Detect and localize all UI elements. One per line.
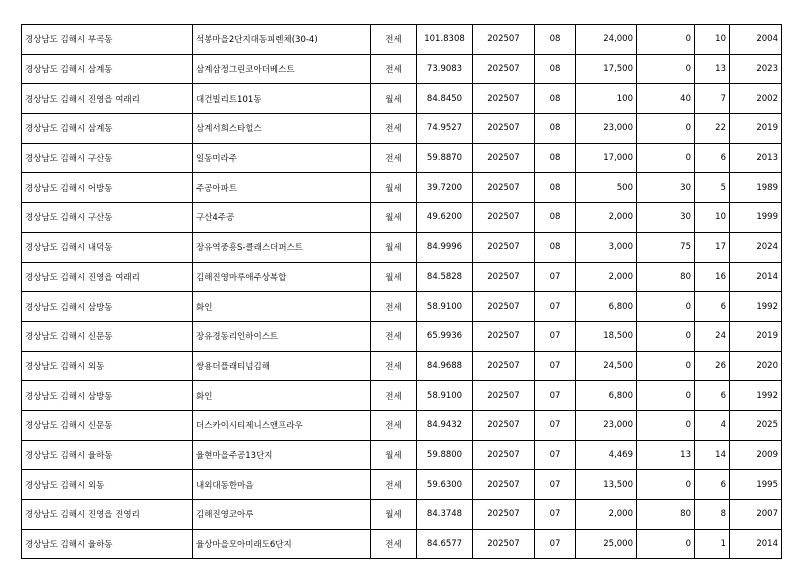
table-row xyxy=(22,203,782,233)
region-cell: 경상남도 김해시 신문동 xyxy=(22,410,193,440)
table-row xyxy=(22,232,782,262)
table-row xyxy=(22,321,782,351)
deposit-cell: 18,500 xyxy=(576,321,637,351)
table-row xyxy=(22,84,782,114)
contract-day-cell: 07 xyxy=(535,470,576,500)
complex-name-cell: 장유경동리인하이스트 xyxy=(193,321,371,351)
build-year-cell: 1989 xyxy=(730,173,782,203)
complex-name-cell: 삼계삼정그린코아더베스트 xyxy=(193,54,371,84)
region-cell: 경상남도 김해시 외동 xyxy=(22,351,193,381)
area-cell: 84.8450 xyxy=(417,84,473,114)
build-year-cell: 2013 xyxy=(730,143,782,173)
contract-month-cell: 202507 xyxy=(473,500,535,530)
monthly-rent-cell: 0 xyxy=(637,292,695,322)
contract-day-cell: 08 xyxy=(535,203,576,233)
deposit-cell: 17,000 xyxy=(576,143,637,173)
region-cell: 경상남도 김해시 율하동 xyxy=(22,529,193,559)
table-row xyxy=(22,114,782,144)
table-row xyxy=(22,173,782,203)
complex-name-cell: 대건빌리트101동 xyxy=(193,84,371,114)
deposit-cell: 2,000 xyxy=(576,500,637,530)
contract-day-cell: 07 xyxy=(535,351,576,381)
build-year-cell: 2024 xyxy=(730,232,782,262)
deposit-cell: 6,800 xyxy=(576,292,637,322)
complex-name-cell: 더스카이시티제니스앤프라우 xyxy=(193,410,371,440)
deposit-cell: 3,000 xyxy=(576,232,637,262)
floor-cell: 17 xyxy=(695,232,730,262)
table-row xyxy=(22,143,782,173)
complex-name-cell: 주공아파트 xyxy=(193,173,371,203)
deal-type-cell: 월세 xyxy=(371,262,417,292)
monthly-rent-cell: 0 xyxy=(637,114,695,144)
contract-month-cell: 202507 xyxy=(473,470,535,500)
floor-cell: 6 xyxy=(695,381,730,411)
build-year-cell: 2002 xyxy=(730,84,782,114)
complex-name-cell: 석봉마을2단지대동피렌체(30-4) xyxy=(193,25,371,55)
floor-cell: 4 xyxy=(695,410,730,440)
deal-type-cell: 전세 xyxy=(371,321,417,351)
deal-type-cell: 월세 xyxy=(371,203,417,233)
floor-cell: 14 xyxy=(695,440,730,470)
table-row xyxy=(22,529,782,559)
deposit-cell: 13,500 xyxy=(576,470,637,500)
contract-month-cell: 202507 xyxy=(473,25,535,55)
deal-type-cell: 전세 xyxy=(371,351,417,381)
region-cell: 경상남도 김해시 부곡동 xyxy=(22,25,193,55)
monthly-rent-cell: 0 xyxy=(637,381,695,411)
deal-type-cell: 전세 xyxy=(371,25,417,55)
region-cell: 경상남도 김해시 삼계동 xyxy=(22,114,193,144)
build-year-cell: 2019 xyxy=(730,321,782,351)
floor-cell: 8 xyxy=(695,500,730,530)
region-cell: 경상남도 김해시 구산동 xyxy=(22,203,193,233)
deposit-cell: 24,500 xyxy=(576,351,637,381)
table-row xyxy=(22,410,782,440)
contract-month-cell: 202507 xyxy=(473,529,535,559)
table-row xyxy=(22,381,782,411)
contract-day-cell: 07 xyxy=(535,321,576,351)
region-cell: 경상남도 김해시 구산동 xyxy=(22,143,193,173)
monthly-rent-cell: 40 xyxy=(637,84,695,114)
area-cell: 39.7200 xyxy=(417,173,473,203)
contract-day-cell: 07 xyxy=(535,381,576,411)
contract-month-cell: 202507 xyxy=(473,203,535,233)
deposit-cell: 2,000 xyxy=(576,262,637,292)
region-cell: 경상남도 김해시 진영읍 여래리 xyxy=(22,262,193,292)
area-cell: 84.9432 xyxy=(417,410,473,440)
build-year-cell: 2023 xyxy=(730,54,782,84)
area-cell: 84.6577 xyxy=(417,529,473,559)
deal-type-cell: 전세 xyxy=(371,410,417,440)
table-row xyxy=(22,262,782,292)
floor-cell: 7 xyxy=(695,84,730,114)
floor-cell: 1 xyxy=(695,529,730,559)
contract-day-cell: 08 xyxy=(535,84,576,114)
contract-month-cell: 202507 xyxy=(473,173,535,203)
complex-name-cell: 내외대동한마음 xyxy=(193,470,371,500)
transaction-table xyxy=(21,24,782,559)
contract-day-cell: 07 xyxy=(535,500,576,530)
monthly-rent-cell: 0 xyxy=(637,529,695,559)
complex-name-cell: 화인 xyxy=(193,292,371,322)
monthly-rent-cell: 30 xyxy=(637,203,695,233)
monthly-rent-cell: 30 xyxy=(637,173,695,203)
region-cell: 경상남도 김해시 외동 xyxy=(22,470,193,500)
table-row xyxy=(22,54,782,84)
region-cell: 경상남도 김해시 삼계동 xyxy=(22,54,193,84)
floor-cell: 5 xyxy=(695,173,730,203)
floor-cell: 6 xyxy=(695,143,730,173)
deal-type-cell: 전세 xyxy=(371,114,417,144)
deal-type-cell: 전세 xyxy=(371,143,417,173)
monthly-rent-cell: 0 xyxy=(637,470,695,500)
contract-month-cell: 202507 xyxy=(473,351,535,381)
monthly-rent-cell: 80 xyxy=(637,262,695,292)
build-year-cell: 1992 xyxy=(730,292,782,322)
contract-day-cell: 07 xyxy=(535,262,576,292)
area-cell: 84.3748 xyxy=(417,500,473,530)
deal-type-cell: 전세 xyxy=(371,292,417,322)
complex-name-cell: 율상마을모아미래도6단지 xyxy=(193,529,371,559)
contract-month-cell: 202507 xyxy=(473,321,535,351)
contract-month-cell: 202507 xyxy=(473,292,535,322)
contract-day-cell: 08 xyxy=(535,114,576,144)
table-row xyxy=(22,292,782,322)
area-cell: 74.9527 xyxy=(417,114,473,144)
region-cell: 경상남도 김해시 삼방동 xyxy=(22,381,193,411)
monthly-rent-cell: 75 xyxy=(637,232,695,262)
contract-month-cell: 202507 xyxy=(473,84,535,114)
contract-day-cell: 08 xyxy=(535,173,576,203)
area-cell: 59.8800 xyxy=(417,440,473,470)
monthly-rent-cell: 13 xyxy=(637,440,695,470)
contract-day-cell: 07 xyxy=(535,529,576,559)
region-cell: 경상남도 김해시 율하동 xyxy=(22,440,193,470)
contract-day-cell: 08 xyxy=(535,54,576,84)
area-cell: 59.6300 xyxy=(417,470,473,500)
deposit-cell: 24,000 xyxy=(576,25,637,55)
table-row xyxy=(22,440,782,470)
build-year-cell: 2025 xyxy=(730,410,782,440)
monthly-rent-cell: 80 xyxy=(637,500,695,530)
monthly-rent-cell: 0 xyxy=(637,25,695,55)
contract-month-cell: 202507 xyxy=(473,143,535,173)
area-cell: 58.9100 xyxy=(417,381,473,411)
area-cell: 84.9688 xyxy=(417,351,473,381)
area-cell: 58.9100 xyxy=(417,292,473,322)
area-cell: 84.5828 xyxy=(417,262,473,292)
contract-month-cell: 202507 xyxy=(473,410,535,440)
floor-cell: 13 xyxy=(695,54,730,84)
complex-name-cell: 율현마을주공13단지 xyxy=(193,440,371,470)
build-year-cell: 2014 xyxy=(730,262,782,292)
deposit-cell: 17,500 xyxy=(576,54,637,84)
complex-name-cell: 김해진영마루애주상복합 xyxy=(193,262,371,292)
floor-cell: 22 xyxy=(695,114,730,144)
monthly-rent-cell: 0 xyxy=(637,321,695,351)
floor-cell: 24 xyxy=(695,321,730,351)
deal-type-cell: 월세 xyxy=(371,500,417,530)
deal-type-cell: 전세 xyxy=(371,54,417,84)
build-year-cell: 2004 xyxy=(730,25,782,55)
floor-cell: 10 xyxy=(695,25,730,55)
complex-name-cell: 김해진영코아루 xyxy=(193,500,371,530)
deal-type-cell: 월세 xyxy=(371,440,417,470)
monthly-rent-cell: 0 xyxy=(637,410,695,440)
floor-cell: 6 xyxy=(695,292,730,322)
monthly-rent-cell: 0 xyxy=(637,143,695,173)
build-year-cell: 1999 xyxy=(730,203,782,233)
floor-cell: 16 xyxy=(695,262,730,292)
build-year-cell: 2019 xyxy=(730,114,782,144)
deal-type-cell: 전세 xyxy=(371,381,417,411)
contract-month-cell: 202507 xyxy=(473,381,535,411)
table-row xyxy=(22,351,782,381)
monthly-rent-cell: 0 xyxy=(637,351,695,381)
deposit-cell: 23,000 xyxy=(576,410,637,440)
region-cell: 경상남도 김해시 신문동 xyxy=(22,321,193,351)
deposit-cell: 23,000 xyxy=(576,114,637,144)
contract-day-cell: 07 xyxy=(535,410,576,440)
area-cell: 84.9996 xyxy=(417,232,473,262)
contract-month-cell: 202507 xyxy=(473,262,535,292)
deposit-cell: 2,000 xyxy=(576,203,637,233)
monthly-rent-cell: 0 xyxy=(637,54,695,84)
deal-type-cell: 전세 xyxy=(371,529,417,559)
complex-name-cell: 일동미라주 xyxy=(193,143,371,173)
complex-name-cell: 삼계서희스타힐스 xyxy=(193,114,371,144)
deal-type-cell: 전세 xyxy=(371,470,417,500)
build-year-cell: 2020 xyxy=(730,351,782,381)
contract-month-cell: 202507 xyxy=(473,54,535,84)
complex-name-cell: 구산4주공 xyxy=(193,203,371,233)
deposit-cell: 25,000 xyxy=(576,529,637,559)
deal-type-cell: 월세 xyxy=(371,232,417,262)
complex-name-cell: 장유역중흥S-클래스더퍼스트 xyxy=(193,232,371,262)
complex-name-cell: 쌍용더플래티넘김해 xyxy=(193,351,371,381)
deposit-cell: 500 xyxy=(576,173,637,203)
deposit-cell: 4,469 xyxy=(576,440,637,470)
build-year-cell: 2007 xyxy=(730,500,782,530)
region-cell: 경상남도 김해시 삼방동 xyxy=(22,292,193,322)
table-row xyxy=(22,470,782,500)
build-year-cell: 1995 xyxy=(730,470,782,500)
region-cell: 경상남도 김해시 진영읍 진영리 xyxy=(22,500,193,530)
build-year-cell: 2009 xyxy=(730,440,782,470)
contract-day-cell: 07 xyxy=(535,292,576,322)
area-cell: 65.9936 xyxy=(417,321,473,351)
floor-cell: 26 xyxy=(695,351,730,381)
contract-month-cell: 202507 xyxy=(473,232,535,262)
area-cell: 73.9083 xyxy=(417,54,473,84)
contract-day-cell: 08 xyxy=(535,25,576,55)
deposit-cell: 6,800 xyxy=(576,381,637,411)
area-cell: 59.8870 xyxy=(417,143,473,173)
deposit-cell: 100 xyxy=(576,84,637,114)
contract-month-cell: 202507 xyxy=(473,114,535,144)
contract-day-cell: 08 xyxy=(535,232,576,262)
table-row xyxy=(22,500,782,530)
deal-type-cell: 월세 xyxy=(371,84,417,114)
floor-cell: 6 xyxy=(695,470,730,500)
contract-day-cell: 07 xyxy=(535,440,576,470)
build-year-cell: 1992 xyxy=(730,381,782,411)
region-cell: 경상남도 김해시 어방동 xyxy=(22,173,193,203)
table-row xyxy=(22,25,782,55)
region-cell: 경상남도 김해시 진영읍 여래리 xyxy=(22,84,193,114)
build-year-cell: 2014 xyxy=(730,529,782,559)
area-cell: 49.6200 xyxy=(417,203,473,233)
deal-type-cell: 월세 xyxy=(371,173,417,203)
floor-cell: 10 xyxy=(695,203,730,233)
area-cell: 101.8308 xyxy=(417,25,473,55)
region-cell: 경상남도 김해시 내덕동 xyxy=(22,232,193,262)
complex-name-cell: 화인 xyxy=(193,381,371,411)
contract-day-cell: 08 xyxy=(535,143,576,173)
table-body xyxy=(22,25,782,559)
contract-month-cell: 202507 xyxy=(473,440,535,470)
